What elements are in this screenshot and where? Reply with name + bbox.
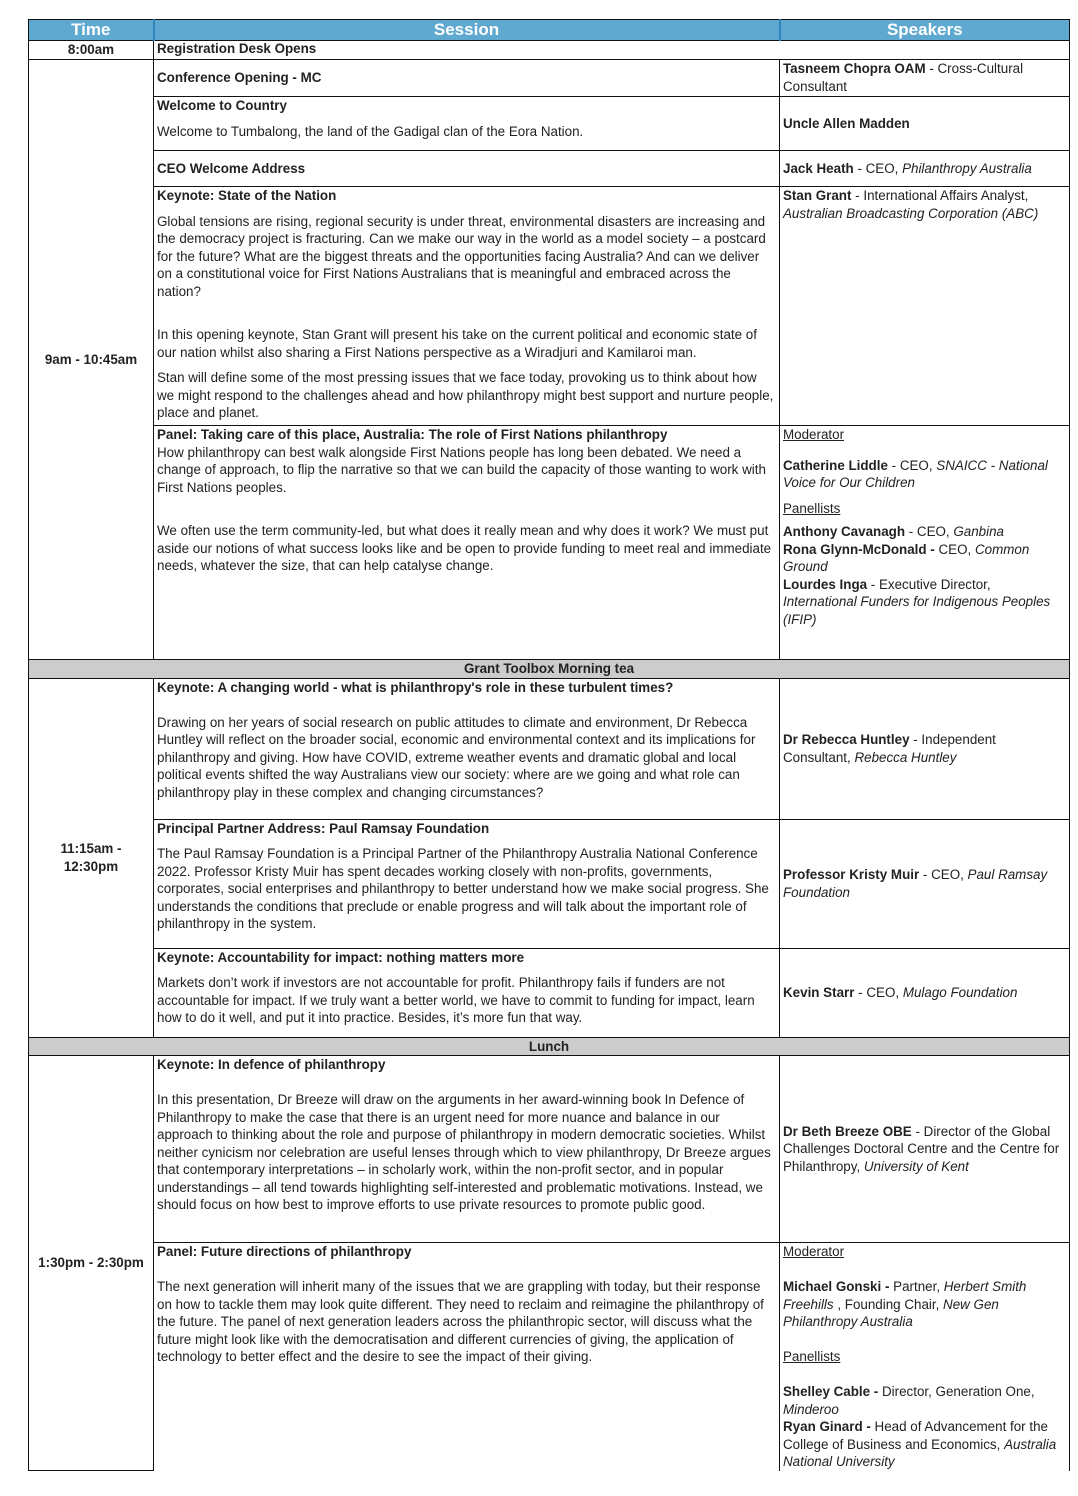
speaker-name: Professor Kristy Muir — [783, 867, 920, 882]
speaker-role: CEO, — [938, 541, 975, 557]
speaker-org: Herbert Smith Freehills — [783, 1279, 1027, 1312]
break-label: Grant Toolbox Morning tea — [29, 660, 1070, 679]
speaker-org: University of Kent — [863, 1158, 969, 1174]
speaker-role: - CEO, — [887, 457, 937, 473]
speaker-role: - Cross-Cultural Consultant — [783, 61, 1024, 94]
speaker-role: Partner, — [893, 1279, 944, 1294]
session-title: Conference Opening - MC — [154, 60, 780, 97]
session-title: Panel: Taking care of this place, Australia: The role of First Nations philanthropy — [157, 427, 668, 442]
panellist — [783, 576, 1066, 629]
table-row — [29, 41, 1070, 60]
session-title: Registration Desk Opens — [154, 41, 1070, 60]
speaker-role: - CEO, — [854, 984, 903, 1000]
panellist — [783, 541, 1066, 576]
break-label: Lunch — [29, 1037, 1070, 1056]
time-cell: 1:30pm - 2:30pm — [29, 1056, 154, 1471]
speaker-org: Paul Ramsay Foundation — [783, 867, 1048, 900]
agenda-table — [28, 19, 1070, 1471]
panellist — [783, 1383, 1066, 1418]
speaker-name: Stan Grant — [783, 188, 852, 203]
header-row — [29, 20, 1070, 41]
panellist — [783, 523, 1066, 541]
session-description: The Paul Ramsay Foundation is a Principal Partner of the Philanthropy Australia National Conference 2022. Professor Kristy Muir has spent decades working closely with non-profits, governments, corporates, social enterprises and philanthropy to better understand how we make social progress. She understands the conditions that preclude or enable progress and will talk about the important role of philanthropy in the system. — [157, 846, 769, 931]
session-cell — [154, 948, 780, 1037]
speaker-org: Philanthropy Australia — [902, 160, 1032, 176]
speaker-name: Ryan Ginard - — [783, 1419, 875, 1434]
speaker-name: Michael Gonski - — [783, 1279, 894, 1294]
session-description: Markets don’t work if investors are not accountable for profit. Philanthropy fails if funders are not accountable for impact. If we truly want a better world, we have to commit to funding for impact, learn how to do it well, and put it into practice. Besides, it’s more fun that way. — [157, 975, 755, 1025]
speaker-org: International Funders for Indigenous Peoples (IFIP) — [783, 594, 1051, 627]
panellists-label: Panellists — [783, 1349, 841, 1364]
table-row — [29, 151, 1070, 187]
speaker-org: Australian Broadcasting Corporation (ABC) — [783, 205, 1039, 221]
table-row — [29, 187, 1070, 426]
session-cell — [154, 1243, 780, 1471]
speaker-name: Rona Glynn-McDonald - — [783, 541, 939, 557]
speaker-role: - International Affairs Analyst, — [851, 188, 1029, 203]
table-row — [29, 819, 1070, 948]
table-row — [29, 948, 1070, 1037]
session-description: Stan will define some of the most pressing issues that we face today, provoking us to think about how we might respond to the challenges ahead and how philanthropy might best support and nurture people, place and planet. — [157, 370, 774, 420]
speaker-role: - CEO, — [919, 867, 968, 882]
speaker-name: Shelley Cable - — [783, 1384, 882, 1399]
panellists-label: Panellists — [783, 500, 841, 516]
speaker-org: Common Ground — [783, 541, 1030, 574]
speaker-org: SNAICC - National Voice for Our Children — [783, 457, 1048, 490]
speaker-cell — [780, 819, 1070, 948]
speaker-role: - Director of the Global Challenges Doctoral Centre and the Centre for Philanthropy, — [783, 1123, 1060, 1174]
break-row — [29, 660, 1070, 679]
speaker-org: Minderoo — [783, 1401, 839, 1417]
table-row — [29, 60, 1070, 97]
table-row — [29, 678, 1070, 819]
speaker-name: Lourdes Inga — [783, 576, 868, 592]
speaker-cell — [780, 1243, 1070, 1471]
speaker-role: Head of Advancement for the College of Business and Economics, — [783, 1419, 1048, 1452]
session-title: Keynote: In defence of philanthropy — [157, 1057, 386, 1072]
session-cell — [154, 1056, 780, 1243]
speaker-cell — [780, 678, 1070, 819]
speaker-name: Uncle Allen Madden — [780, 97, 1070, 151]
session-cell — [154, 97, 780, 151]
speaker-name: Anthony Cavanagh — [783, 524, 906, 539]
session-cell — [154, 678, 780, 819]
speaker-role: Director, Generation One, — [881, 1384, 1035, 1399]
session-title: Panel: Future directions of philanthropy — [157, 1244, 412, 1259]
table-row — [29, 97, 1070, 151]
header-speakers: Speakers — [780, 20, 1070, 41]
speaker-name: Catherine Liddle — [783, 457, 888, 473]
speaker-role: - Independent Consultant, — [783, 732, 996, 765]
table-row — [29, 1243, 1070, 1471]
speaker-org: Ganbina — [953, 524, 1005, 539]
speaker-role: - CEO, — [905, 524, 954, 539]
speaker-org: New Gen Philanthropy Australia — [783, 1296, 999, 1329]
speaker-role: , Founding Chair, — [833, 1296, 944, 1312]
session-cell — [154, 187, 780, 426]
session-title: Welcome to Country — [157, 98, 287, 113]
speaker-cell — [780, 60, 1070, 97]
session-title: Keynote: State of the Nation — [157, 188, 337, 203]
session-cell — [154, 819, 780, 948]
moderator — [783, 457, 1066, 492]
speaker-cell — [780, 426, 1070, 660]
header-session: Session — [154, 20, 780, 41]
time-cell: 8:00am — [29, 41, 154, 60]
session-description: Drawing on her years of social research on public attitudes to climate and environment, Dr Rebecca Huntley will reflect on the broader social, economic and environmental context and its implications for philanthropy and giving. How have COVID, extreme weather events and dramatic global and local political events shifted the way Australians view our society: where are we going and what role can philanthropy play in these complex and changing circumstances? — [157, 714, 756, 800]
speaker-org: Rebecca Huntley — [854, 749, 957, 765]
speaker-cell — [780, 187, 1070, 426]
speaker-cell — [780, 1056, 1070, 1243]
speaker-role: - Executive Director, — [867, 576, 991, 592]
moderator-label: Moderator — [783, 427, 845, 442]
panellist — [783, 1418, 1066, 1471]
session-description: Welcome to Tumbalong, the land of the Gadigal clan of the Eora Nation. — [157, 123, 584, 139]
session-title: Principal Partner Address: Paul Ramsay Foundation — [157, 820, 490, 836]
session-description: In this opening keynote, Stan Grant will present his take on the current political and economic state of our nation whilst also sharing a First Nations perspective as a Wiradjuri and Kamilaroi man. — [157, 327, 757, 360]
speaker-org: Mulago Foundation — [902, 984, 1018, 1000]
time-cell: 9am - 10:45am — [29, 60, 154, 660]
speaker-name: Tasneem Chopra OAM — [783, 61, 926, 76]
speaker-name: Dr Beth Breeze OBE — [783, 1123, 912, 1139]
speaker-role: - CEO, — [853, 160, 903, 176]
speaker-name: Dr Rebecca Huntley — [783, 732, 910, 747]
moderator — [783, 1278, 1066, 1331]
table-row — [29, 426, 1070, 660]
speaker-org: Australia National University — [783, 1436, 1057, 1469]
session-cell — [154, 426, 780, 660]
table-row — [29, 1056, 1070, 1243]
speaker-name: Jack Heath — [783, 160, 854, 176]
break-row — [29, 1037, 1070, 1056]
session-title: Keynote: Accountability for impact: nothing matters more — [157, 949, 525, 965]
session-title: CEO Welcome Address — [154, 151, 780, 187]
session-description: How philanthropy can best walk alongside First Nations people has long been debated. We need a change of approach, to flip the narrative so that we can build the capacity of those wanting to work with First Nations peoples. — [157, 444, 766, 495]
moderator-label: Moderator — [783, 1244, 845, 1259]
speaker-name: Kevin Starr — [783, 984, 855, 1000]
speaker-cell — [780, 948, 1070, 1037]
header-time: Time — [29, 20, 154, 41]
session-description: In this presentation, Dr Breeze will draw on the arguments in her award-winning book In Defence of Philanthropy to make the case that there is an urgent need for more nuance and balance in our approach to thinking about the role and purpose of philanthropy in modern democratic societies. Whilst neither cynicism nor celebration are useful lenses through which to view philanthropy, Dr Breeze argues that contemporary interpretations – in scholarly work, within the non-profit sector, and in popular understandings – all tend towards highlighting self-interested and problematic motivations. Instead, we should focus on how best to improve efforts to use private resources to promote public good. — [157, 1092, 771, 1212]
session-description: We often use the term community-led, but what does it really mean and why does it work? We must put aside our notions of what success looks like and be open to provide funding to meet real and immediate needs, whatever the size, that can help catalyse change. — [157, 523, 772, 573]
session-description: Global tensions are rising, regional security is under threat, environmental disasters are increasing and the democracy project is fracturing. Can we make our way in the world as a model society – a postcard for the future? What are the biggest threats and the opportunities facing Australia? And can we deliver on a constitutional voice for First Nations Australians that is meaningful and embraced across the nation? — [157, 213, 766, 299]
session-description: The next generation will inherit many of the issues that we are grappling with today, but their response on how to tackle them may look quite different. They need to reclaim and reimagine the philanthropy of the future. The panel of next generation leaders across the philanthropic sector, will discuss what the future might look like with the democratisation and different currencies of giving, the application of technology to better effect and the desire to see the impact of their giving. — [157, 1279, 764, 1364]
time-cell: 11:15am - 12:30pm — [29, 678, 154, 1037]
session-title: Keynote: A changing world - what is philanthropy's role in these turbulent times? — [157, 679, 674, 695]
speaker-cell — [780, 151, 1070, 187]
